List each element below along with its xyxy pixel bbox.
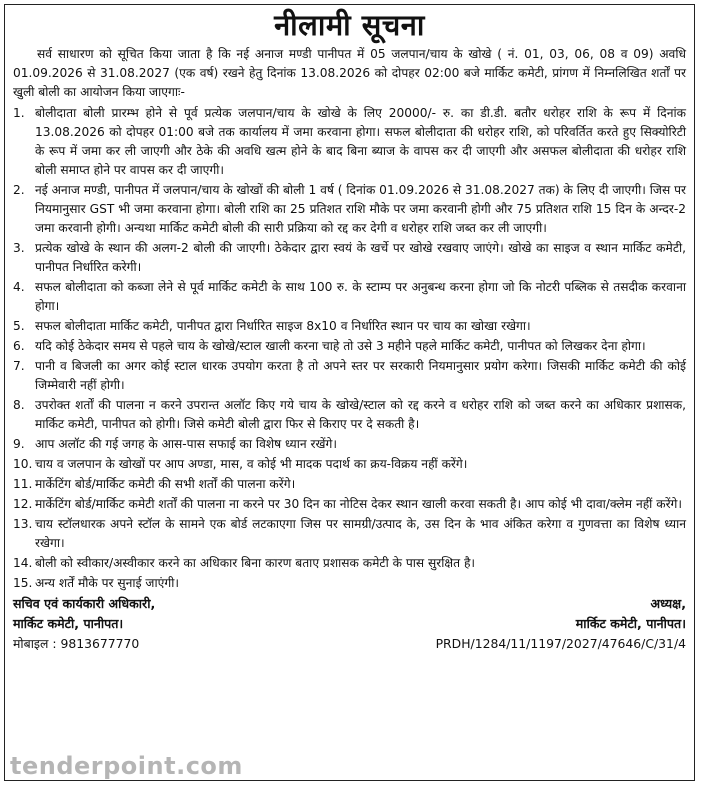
term-number: 5. (13, 319, 25, 333)
term-text: नई अनाज मण्डी, पानीपत में जलपान/चाय के खोखों की बोली 1 वर्ष ( दिनांक 01.09.2026 से 31.08.2027 तक) के लिए दी जाएगी। जिस पर नियमानुसार GST भी जमा करवाना होगा। बोली राशि का 25 प्रतिशत राशि मौके पर जमा करवानी होगी और 75 प्रतिशत राशि 15 दिन के अन्दर-2 जमा करवानी होगी। अन्यथा मार्किट कमेटी बोली की सारी प्रक्रिया को रद्द कर देगी व धरोहर राशि जब्त कर ली जाएगी। (35, 183, 686, 235)
term-number: 4. (13, 280, 25, 294)
secretary-signature (13, 594, 155, 634)
term-item (13, 337, 686, 356)
term-item (13, 239, 686, 277)
notice-intro: सर्व साधारण को सूचित किया जाता है कि नई अनाज मण्डी पानीपत में 05 जलपान/चाय के खोखे ( नं. 01, 03, 06, 08 व 09) अवधि 01.09.2026 से 31.08.2027 (एक वर्ष) रखने हेतु दिनांक 13.08.2026 को दोपहर 02:00 बजे मार्किट कमेटी, प्रांगण में निम्नलिखित शर्तों पर खुली बोली का आयोजन किया जाएगाः- (13, 47, 686, 99)
watermark: tenderpoint.com (10, 752, 243, 780)
term-number: 7. (13, 359, 25, 373)
term-number: 6. (13, 339, 25, 353)
chairman-signature (576, 594, 686, 634)
term-text: सफल बोलीदाता मार्किट कमेटी, पानीपत द्वारा निर्धारित साइज 8x10 व निर्धारित स्थान पर चाय का खोखा रखेगा। (35, 319, 531, 333)
term-item (13, 181, 686, 238)
term-item (13, 455, 686, 474)
term-text: सफल बोलीदाता को कब्जा लेने से पूर्व मार्किट कमेटी के साथ 100 रु. के स्टाम्प पर अनुबन्ध करना होगा जो कि नोटरी पब्लिक से तसदीक करवाना होगा। (35, 280, 686, 313)
term-number: 1. (13, 106, 25, 120)
auction-notice (4, 4, 695, 781)
term-item (13, 317, 686, 336)
term-text: बोलीदाता बोली प्रारम्भ होने से पूर्व प्रत्येक जलपान/चाय के खोखे के लिए 20000/- रु. का डी.डी. बतौर धरोहर राशि के रूप में दिनांक 13.08.2026 को दोपहर 01:00 बजे तक कार्यालय में जमा करवाना होगा। सफल बोलीदाता की धरोहर राशि, को परिवर्तित करते हुए सिक्योरिटी के रूप में जमा कर ली जाएगी और ठेके की अवधि खत्म होने के बाद बिना ब्याज के वापस कर दी जाएगी और असफल बोलीदाता की धरोहर राशि बोली समाप्त होने पर वापस कर दी जाएगी। (35, 106, 686, 177)
terms-list (13, 104, 686, 593)
term-number: 2. (13, 183, 25, 197)
term-item (13, 495, 686, 514)
term-number: 12. (13, 497, 33, 511)
term-text: आप अलॉट की गई जगह के आस-पास सफाई का विशेष ध्यान रखेंगे। (35, 437, 337, 451)
secretary-office: मार्किट कमेटी, पानीपत। (13, 616, 124, 631)
term-item (13, 574, 686, 593)
term-number: 13. (13, 517, 33, 531)
term-text: उपरोक्त शर्तों की पालना न करने उपरान्त अलॉट किए गये चाय के खोखे/स्टाल को रद्द करने व धरोहर राशि को जब्त करने का अधिकार प्रशासक, मार्किट कमेटी, पानीपत को होगी। जिसे कमेटी बोली द्वारा फिर से किराए पर दे सकती है। (35, 398, 686, 431)
secretary-title: सचिव एवं कार्यकारी अधिकारी, (13, 596, 156, 611)
term-text: यदि कोई ठेकेदार समय से पहले चाय के खोखे/स्टाल खाली करना चाहे तो उसे 3 महीने पहले मार्किट कमेटी, पानीपत को लिखकर देना होगा। (35, 339, 646, 353)
term-number: 14. (13, 556, 33, 570)
bottom-line (13, 635, 686, 653)
mobile-number: मोबाइल : 9813677770 (13, 636, 140, 651)
term-item (13, 396, 686, 434)
term-item (13, 554, 686, 573)
term-number: 10. (13, 457, 33, 471)
term-item (13, 475, 686, 494)
term-text: प्रत्येक खोखे के स्थान की अलग-2 बोली की जाएगी। ठेकेदार द्वारा स्वयं के खर्चे पर खोखे रखवाए जाएंगे। खोखे का साइज व स्थान मार्किट कमेटी, पानीपत निर्धारित करेगी। (35, 241, 686, 274)
term-text: पानी व बिजली का अगर कोई स्टाल धारक उपयोग करता है तो अपने स्तर पर सरकारी नियमानुसार प्रयोग करेगा। जिसकी मार्किट कमेटी की कोई जिम्मेवारी नहीं होगी। (35, 359, 686, 392)
term-item (13, 357, 686, 395)
chairman-title: अध्यक्ष, (650, 596, 686, 611)
term-text: अन्य शर्तें मौके पर सुनाई जाएंगी। (35, 576, 180, 590)
term-number: 9. (13, 437, 25, 451)
chairman-office: मार्किट कमेटी, पानीपत। (575, 616, 686, 631)
term-text: बोली को स्वीकार/अस्वीकार करने का अधिकार बिना कारण बताए प्रशासक कमेटी के पास सुरक्षित है। (35, 556, 476, 570)
term-number: 15. (13, 576, 33, 590)
term-text: मार्केटिंग बोर्ड/मार्किट कमेटी शर्तों की पालना ना करने पर 30 दिन का नोटिस देकर स्थान खाली करवा सकती है। आप कोई भी दावा/क्लेम नहीं करेंगे। (35, 497, 683, 511)
term-number: 8. (13, 398, 25, 412)
term-item (13, 435, 686, 454)
term-text: चाय व जलपान के खोखों पर आप अण्डा, मास, व कोई भी मादक पदार्थ का क्रय-विक्रय नहीं करेंगे। (35, 457, 468, 471)
term-text: मार्केटिंग बोर्ड/मार्किट कमेटी की सभी शर्तों की पालना करेंगे। (35, 477, 296, 491)
term-number: 3. (13, 241, 25, 255)
notice-title: नीलामी सूचना (274, 8, 425, 42)
signatures (13, 594, 686, 634)
term-item (13, 278, 686, 316)
reference-code: PRDH/1284/11/1197/2027/47646/C/31/4 (435, 636, 686, 651)
term-text: चाय स्टॉलधारक अपने स्टॉल के सामने एक बोर्ड लटकाएगा जिस पर सामग्री/उत्पाद के, उस दिन के भाव अंकित करेगा व गुणवत्ता का विशेष ध्यान रखेगा। (35, 517, 686, 550)
term-item (13, 515, 686, 553)
term-item (13, 104, 686, 180)
term-number: 11. (13, 477, 33, 491)
